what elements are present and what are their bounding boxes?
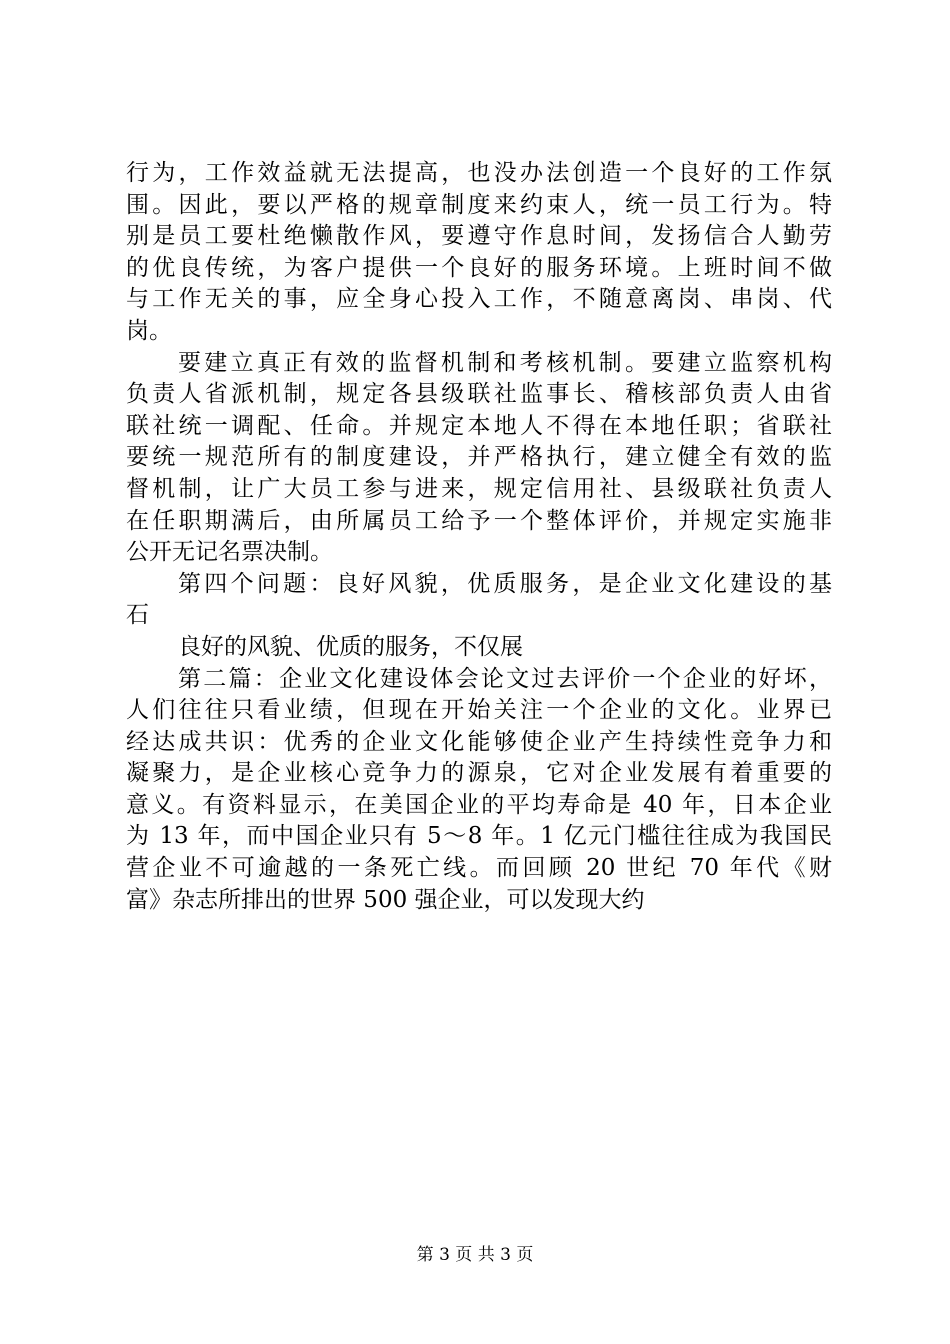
text-line: 岗。 bbox=[126, 317, 172, 344]
text-line: 公开无记名票决制。 bbox=[126, 539, 333, 566]
text-line: 联社统一调配、任命。并规定本地人不得在本地任职；省联社 bbox=[126, 412, 832, 439]
text-line: 营企业不可逾越的一条死亡线。而回顾 20 世纪 70 年代《财 bbox=[126, 855, 832, 882]
paragraph-start-line: 良好的风貌、优质的服务，不仅展 bbox=[178, 633, 523, 660]
text-line: 富》杂志所排出的世界 500 强企业，可以发现大约 bbox=[126, 886, 645, 913]
text-line: 意义。有资料显示，在美国企业的平均寿命是 40 年，日本企业 bbox=[126, 791, 832, 818]
text-line: 人们往往只看业绩，但现在开始关注一个企业的文化。业界已 bbox=[126, 697, 832, 724]
paragraph-start-line: 第二篇：企业文化建设体会论文过去评价一个企业的好坏， bbox=[178, 665, 832, 692]
text-line: 围。因此，要以严格的规章制度来约束人，统一员工行为。特 bbox=[126, 191, 832, 218]
text-line: 凝聚力，是企业核心竞争力的源泉，它对企业发展有着重要的 bbox=[126, 760, 832, 787]
text-line: 在任职期满后，由所属员工给予一个整体评价，并规定实施非 bbox=[126, 507, 832, 534]
text-line: 别是员工要杜绝懒散作风，要遵守作息时间，发扬信合人勤劳 bbox=[126, 223, 832, 250]
text-line: 负责人省派机制，规定各县级联社监事长、稽核部负责人由省 bbox=[126, 381, 832, 408]
page-number-footer: 第 3 页 共 3 页 bbox=[416, 1245, 534, 1265]
text-line: 行为，工作效益就无法提高，也没办法创造一个良好的工作氛 bbox=[126, 160, 832, 186]
text-line: 督机制，让广大员工参与进来，规定信用社、县级联社负责人 bbox=[126, 475, 832, 502]
text-line: 的优良传统，为客户提供一个良好的服务环境。上班时间不做 bbox=[126, 254, 832, 281]
paragraph-start-line: 要建立真正有效的监督机制和考核机制。要建立监察机构 bbox=[178, 349, 832, 376]
section-heading-line: 第四个问题：良好风貌，优质服务，是企业文化建设的基 bbox=[178, 570, 832, 597]
text-line: 为 13 年，而中国企业只有 5～8 年。1 亿元门槛往往成为我国民 bbox=[126, 823, 832, 850]
section-heading-line: 石 bbox=[126, 602, 149, 629]
document-body bbox=[126, 158, 832, 916]
text-line: 要统一规范所有的制度建设，并严格执行，建立健全有效的监 bbox=[126, 444, 832, 471]
text-line: 与工作无关的事，应全身心投入工作，不随意离岗、串岗、代 bbox=[126, 286, 832, 313]
text-line: 经达成共识：优秀的企业文化能够使企业产生持续性竞争力和 bbox=[126, 728, 832, 755]
